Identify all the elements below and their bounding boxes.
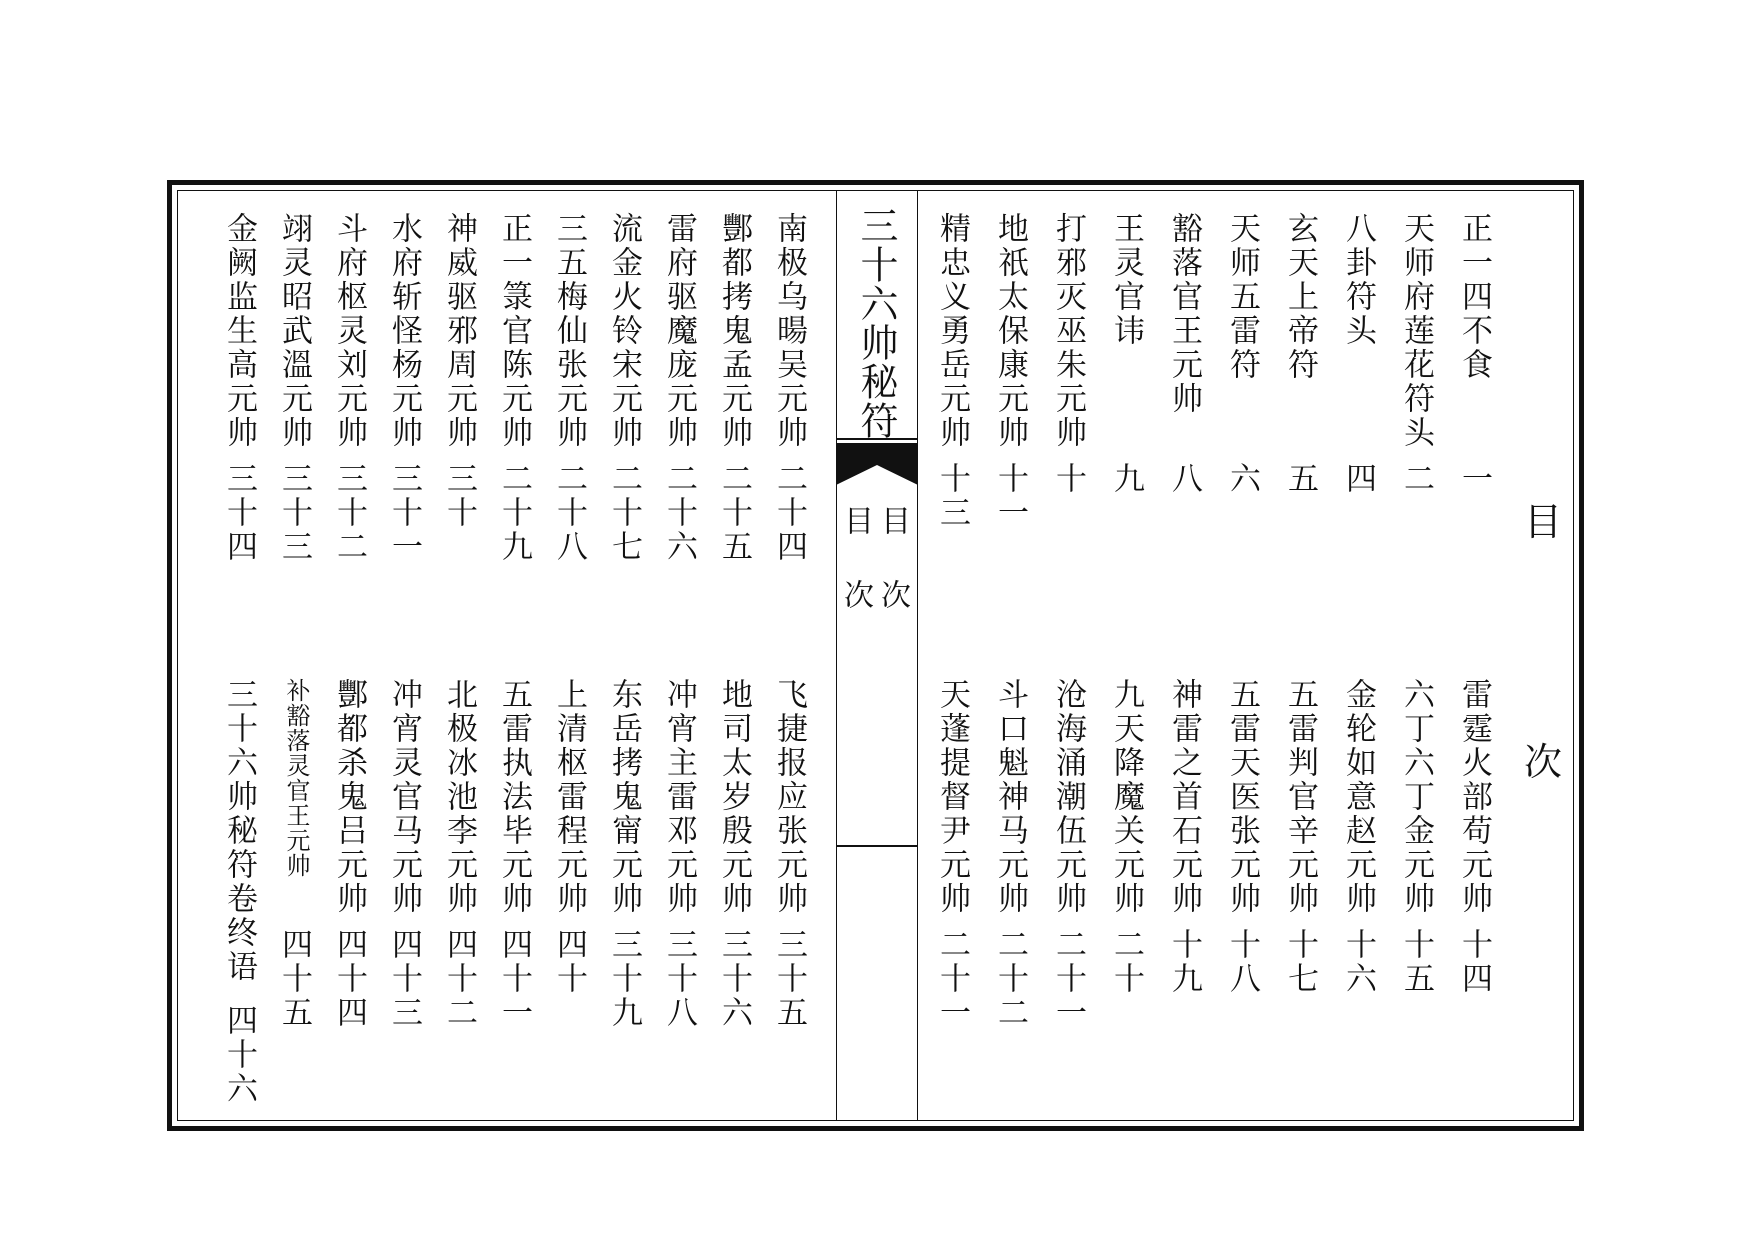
toc-entry-page: 十 <box>1050 462 1086 496</box>
toc-entry-page: 五 <box>1282 462 1318 496</box>
toc-heading-char-2: 次 <box>1524 740 1563 784</box>
fishtail-mark <box>836 443 918 485</box>
toc-entry-page: 十九 <box>1166 928 1202 996</box>
toc-entry-title: 天师五雷符 <box>1224 212 1260 382</box>
toc-entry-page: 四 <box>1340 462 1376 496</box>
toc-entry-page: 二 <box>1398 462 1434 496</box>
toc-entry-page: 二十二 <box>992 928 1028 1030</box>
toc-entry-title: 王灵官讳 <box>1108 212 1144 348</box>
toc-entry-title: 沧海涌潮伍元帅 <box>1050 678 1086 916</box>
toc-entry-page: 三十 <box>441 462 477 530</box>
toc-entry-page: 二十九 <box>496 462 532 564</box>
toc-entry-page: 三十四 <box>221 462 257 564</box>
toc-entry-page: 十五 <box>1398 928 1434 996</box>
toc-entry-title: 八卦符头 <box>1340 212 1376 348</box>
toc-entry-title: 精忠义勇岳元帅 <box>934 212 970 450</box>
toc-entry-page: 四十一 <box>496 928 532 1030</box>
toc-entry-page: 八 <box>1166 462 1202 496</box>
toc-entry-title: 金阙监生高元帅 <box>221 212 257 450</box>
toc-entry-page: 四十 <box>551 928 587 996</box>
toc-entry-title: 斗口魁神马元帅 <box>992 678 1028 916</box>
toc-entry-title: 地祇太保康元帅 <box>992 212 1028 450</box>
spine-left-rule <box>836 190 837 1121</box>
toc-entry-title: 上清枢雷程元帅 <box>551 678 587 916</box>
toc-entry-page: 三十八 <box>661 928 697 1030</box>
toc-entry-title: 酆都杀鬼吕元帅 <box>331 678 367 916</box>
toc-entry-title: 冲宵主雷邓元帅 <box>661 678 697 916</box>
toc-entry-title: 正一四不食 <box>1456 212 1492 382</box>
toc-entry-page: 三十六 <box>716 928 752 1030</box>
toc-entry-page: 十一 <box>992 462 1028 530</box>
toc-entry-page: 二十四 <box>771 462 807 564</box>
toc-entry-page: 二十一 <box>934 928 970 1030</box>
toc-entry-title: 酆都拷鬼孟元帅 <box>716 212 752 450</box>
toc-entry-title: 玄天上帝符 <box>1282 212 1318 382</box>
toc-entry-page: 三十九 <box>606 928 642 1030</box>
toc-entry-page: 二十八 <box>551 462 587 564</box>
toc-entry-title: 正一箓官陈元帅 <box>496 212 532 450</box>
spine-bottom-rule <box>836 845 918 847</box>
toc-entry-title: 五雷执法毕元帅 <box>496 678 532 916</box>
toc-entry-title: 六丁六丁金元帅 <box>1398 678 1434 916</box>
toc-entry-title: 五雷天医张元帅 <box>1224 678 1260 916</box>
toc-entry-title: 地司太岁殷元帅 <box>716 678 752 916</box>
toc-entry-title: 天蓬提督尹元帅 <box>934 678 970 916</box>
toc-entry-page: 二十五 <box>716 462 752 564</box>
toc-entry-title: 东岳拷鬼甯元帅 <box>606 678 642 916</box>
toc-entry-page: 十四 <box>1456 928 1492 996</box>
toc-entry-title: 冲宵灵官马元帅 <box>386 678 422 916</box>
toc-entry-page: 十六 <box>1340 928 1376 996</box>
toc-entry-page: 三十一 <box>386 462 422 564</box>
toc-entry-title: 天师府莲花符头 <box>1398 212 1434 450</box>
toc-entry-page: 四十四 <box>331 928 367 1030</box>
toc-entry-page: 四十二 <box>441 928 477 1030</box>
toc-entry-title: 翊灵昭武溫元帅 <box>276 212 312 450</box>
toc-entry-title: 补豁落灵官王元帅 <box>282 678 310 878</box>
toc-entry-title: 金轮如意赵元帅 <box>1340 678 1376 916</box>
spine-label-right: 目次 <box>875 505 910 653</box>
toc-entry-page: 四十三 <box>386 928 422 1030</box>
toc-entry-page: 四十六 <box>221 1004 257 1106</box>
toc-entry-title: 雷府驱魔庞元帅 <box>661 212 697 450</box>
toc-entry-title: 飞捷报应张元帅 <box>771 678 807 916</box>
toc-heading-char-1: 目 <box>1524 500 1563 544</box>
toc-entry-title: 三五梅仙张元帅 <box>551 212 587 450</box>
toc-entry-page: 二十六 <box>661 462 697 564</box>
spine-label-left: 目次 <box>838 505 873 653</box>
toc-entry-title: 豁落官王元帅 <box>1166 212 1202 416</box>
spine-title: 三十六帅秘符 <box>854 206 898 440</box>
toc-entry-page: 三十五 <box>771 928 807 1030</box>
toc-entry-title: 北极冰池李元帅 <box>441 678 477 916</box>
toc-entry-page: 九 <box>1108 462 1144 496</box>
toc-entry-page: 十七 <box>1282 928 1318 996</box>
toc-entry-title: 五雷判官辛元帅 <box>1282 678 1318 916</box>
toc-entry-page: 一 <box>1456 462 1492 496</box>
toc-entry-page: 四十五 <box>276 928 312 1030</box>
toc-entry-title: 神雷之首石元帅 <box>1166 678 1202 916</box>
toc-entry-page: 六 <box>1224 462 1260 496</box>
toc-entry-title: 南极乌暘吴元帅 <box>771 212 807 450</box>
toc-entry-title: 雷霆火部苟元帅 <box>1456 678 1492 916</box>
toc-entry-page: 二十一 <box>1050 928 1086 1030</box>
toc-entry-page: 三十三 <box>276 462 312 564</box>
toc-entry-title: 三十六帅秘符卷终语 <box>221 678 257 984</box>
toc-entry-page: 十三 <box>934 462 970 530</box>
toc-entry-page: 十八 <box>1224 928 1260 996</box>
spine-right-rule <box>917 190 918 1121</box>
toc-entry-title: 神威驱邪周元帅 <box>441 212 477 450</box>
toc-entry-page: 三十二 <box>331 462 367 564</box>
toc-entry-title: 九天降魔关元帅 <box>1108 678 1144 916</box>
toc-entry-page: 二十七 <box>606 462 642 564</box>
toc-entry-title: 斗府枢灵刘元帅 <box>331 212 367 450</box>
toc-entry-title: 打邪灭巫朱元帅 <box>1050 212 1086 450</box>
toc-entry-title: 水府斩怪杨元帅 <box>386 212 422 450</box>
toc-entry-page: 二十 <box>1108 928 1144 996</box>
toc-entry-title: 流金火铃宋元帅 <box>606 212 642 450</box>
